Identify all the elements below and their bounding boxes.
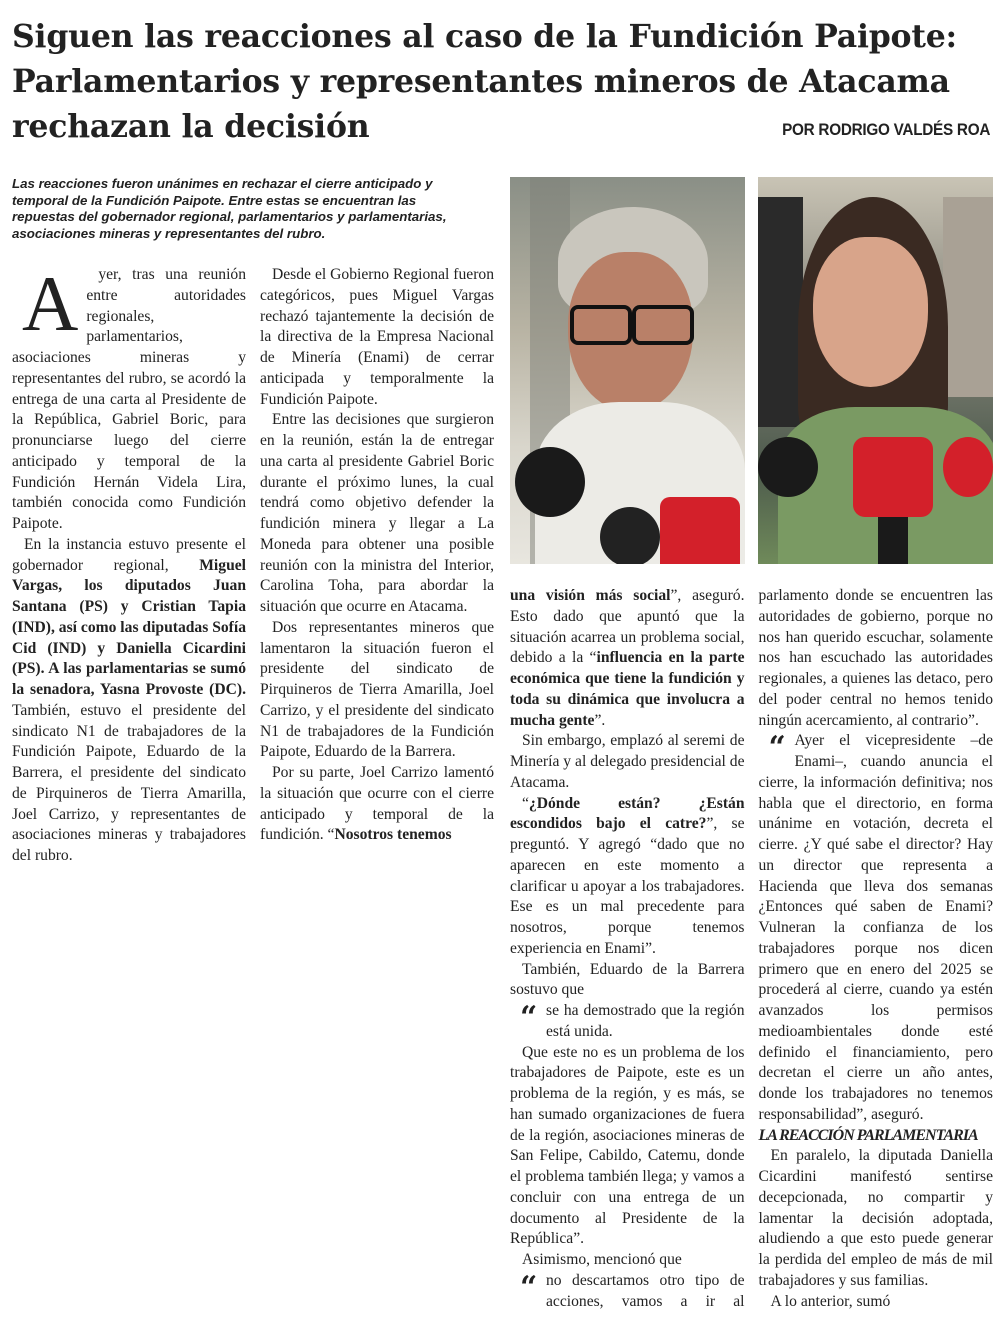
bold-text: ¿Dónde están? ¿Están escondidos bajo el catre? bbox=[510, 794, 745, 833]
text: no descartamos otro tipo de acciones, vamos a ir al parlamento donde se encuentren las autoridades de gobierno, porque no nos han querido escuchar, solamente nos han escuchado las autoridades regionales, a quienes las detaco, pero del poder central no hemos tenido ningún acercamiento, al contrario”. bbox=[546, 587, 993, 1310]
paragraph bbox=[260, 763, 494, 846]
text: Dos representantes mineros que lamentaron la situación fueron el presidente del sindicato de Pirquineros de Tierra Amarilla, Joel Carrizo, y el presidente del sindicato N1 de trabajadores de la Fundición Paipote, Eduardo de la Barrera. bbox=[260, 618, 494, 761]
paragraph bbox=[260, 618, 494, 763]
text: También, Eduardo de la Barrera sostuvo que bbox=[510, 960, 745, 999]
lede: Las reacciones fueron unánimes en rechazar el cierre anticipado y temporal de la Fundición Paipote. Entre estas se encuentran las repuestas del gobernador regional, parlamentarios y parlamentarias, asociaciones mineras y representantes del rubro. bbox=[12, 176, 447, 241]
paragraph bbox=[759, 1292, 994, 1313]
paragraph bbox=[510, 1043, 745, 1251]
text: Sin embargo, emplazó al seremi de Minería y al delegado presidencial de Atacama. bbox=[510, 732, 745, 791]
text: Asimismo, mencionó que bbox=[522, 1251, 682, 1268]
text: LA REACCIÓN PARLAMENTARIA bbox=[758, 1126, 978, 1144]
paragraph bbox=[510, 794, 745, 960]
text: En la instancia estuvo presente el gobernador regional, bbox=[12, 535, 246, 574]
microphone-icon bbox=[660, 497, 740, 564]
text: En paralelo, la diputada Daniella Cicardini manifestó sentirse decepcionada, no compartir y lamentar la decisión adoptada, aludiendo a que esto puede generar la perdida del empleo de más de mil trabajadores y sus familias. bbox=[758, 1147, 993, 1289]
text: Entre las decisiones que surgieron en la reunión, están la de entregar una carta al presidente Gabriel Boric durante el próximo lunes, la cual tendrá como objetivo defender la fundición minera y llegar a La Moneda para obtener una posible reunión con la ministra del Interior, Carolina Toha, para abordar la situación que ocurre en Atacama. bbox=[260, 411, 494, 615]
text: ”, se preguntó. Y agregó “dado que no aparecen en este momento a clarificar u apoyar a los trabajadores. Ese es un mal precedente para nosotros, porque tenemos experiencia en Enami”. bbox=[510, 815, 745, 957]
paragraph bbox=[510, 731, 745, 793]
pull-quote bbox=[759, 731, 994, 1125]
text: ”. bbox=[594, 711, 606, 729]
bold-text: influencia en la parte económica que tiene la fundición y toda su dinámica que involucra a mucha gente bbox=[510, 649, 745, 729]
headline-line-2: Parlamentarios y representantes mineros de Atacama bbox=[12, 63, 950, 100]
text: ”, aseguró. Esto dado que apuntó que la situación acarrea un problema social, debido a la “ bbox=[510, 587, 745, 667]
text: se ha demostrado que la región está unida. bbox=[546, 1002, 745, 1040]
paragraph bbox=[510, 1250, 745, 1271]
microphone-icon bbox=[515, 447, 585, 517]
microphone-icon bbox=[758, 437, 818, 497]
drop-cap: A bbox=[22, 260, 79, 347]
headline-line-1: Siguen las reacciones al caso de la Fundición Paipote: bbox=[12, 18, 957, 55]
text: Que este no es un problema de los trabajadores de Paipote, este es un problema de la región, y es más, se han sumado organizaciones de fuera de la región, asociaciones mineras de San Felipe, Cabildo, Catemu, donde el problema también llega; y vamos a concluir con una entrega de un documento al Presidente de la República”. bbox=[510, 1043, 745, 1248]
bold-text: Nosotros tenemos bbox=[334, 826, 452, 844]
paragraph bbox=[260, 265, 494, 410]
paragraph bbox=[12, 535, 246, 867]
microphone-icon bbox=[943, 437, 993, 497]
microphone-icon bbox=[600, 507, 660, 564]
microphone-icon bbox=[853, 437, 933, 517]
glasses-icon bbox=[570, 305, 632, 345]
face bbox=[813, 237, 928, 387]
article-body-left bbox=[12, 260, 494, 867]
text: Por su parte, Joel Carrizo lamentó la situación que ocurre con el cierre anticipado y temporal de la fundición. “ bbox=[260, 764, 494, 844]
paragraph bbox=[510, 960, 745, 1002]
byline: POR RODRIGO VALDÉS ROA bbox=[782, 120, 990, 139]
paragraph bbox=[260, 410, 494, 618]
quote-mark-icon: “ bbox=[520, 1000, 538, 1035]
paragraph bbox=[759, 1146, 994, 1291]
paragraph bbox=[510, 586, 745, 731]
text: “ bbox=[522, 794, 529, 812]
photo-man-at-microphones bbox=[510, 177, 745, 564]
bold-text: Miguel Vargas, los diputados Juan Santana (PS) y Cristian Tapia (IND), así como las diputadas Sofía Cid (IND) y Daniella Cicardini (PS). A las parlamentarias se sumó la senadora, Yasna Provoste (DC). bbox=[12, 556, 246, 698]
pull-quote bbox=[510, 1001, 745, 1043]
article-body-right bbox=[510, 586, 993, 1312]
text: yer, tras una reunión entre autoridades regionales, parlamentarios, asociaciones mineras y representantes del rubro, se acordó la entrega de una carta al Presidente de la República, Gabriel Boric, para pronunciarse luego del cierre anticipado y temporal de la Fundición Hernán Videla Lira, también conocida como Fundición Paipote. bbox=[12, 266, 246, 532]
text: Ayer el vicepresidente –de Enami–, cuando anuncia el cierre, la información definitiva; nos habla que el directorio, en forma unánime en votación, decreta el cierre. ¿Y qué sabe el director? Hay un director que representa a Hacienda que lleva dos semanas ¿Entonces qué saben de Enami? Vulneran la confianza de los trabajadores porque nos dicen primero que en enero del 2025 se procederá al cierre, cuando ya estén avanzados los permisos medioambientales donde esté definido el financiamiento, pero decretan el cierre un año antes, donde los trabajadores no tenemos responsabilidad”, aseguró. bbox=[758, 732, 993, 1123]
bold-text: una visión más social bbox=[510, 587, 671, 604]
section-heading bbox=[759, 1126, 994, 1147]
quote-mark-icon: “ bbox=[520, 1269, 538, 1305]
text: A lo anterior, sumó bbox=[770, 1292, 891, 1310]
text: Desde el Gobierno Regional fueron categóricos, pues Miguel Vargas rechazó tajantemente la decisión de la directiva de la Empresa Nacional de Minería (Enami) de cerrar anticipada y temporalmente la Fundición Paipote. bbox=[260, 266, 494, 408]
quote-mark-icon: “ bbox=[768, 730, 786, 766]
photo-woman-at-microphones bbox=[758, 177, 993, 564]
paragraph bbox=[12, 260, 246, 535]
text: También, estuvo el presidente del sindicato N1 de trabajadores de la Fundición Paipote, Eduardo de la Barrera, el presidente del sindicato de Pirquineros de Tierra Amarilla, Joel Carrizo, y representantes de asociaciones mineras y trabajadores del rubro. bbox=[12, 701, 246, 864]
headline-line-3: rechazan la decisión bbox=[12, 108, 370, 145]
